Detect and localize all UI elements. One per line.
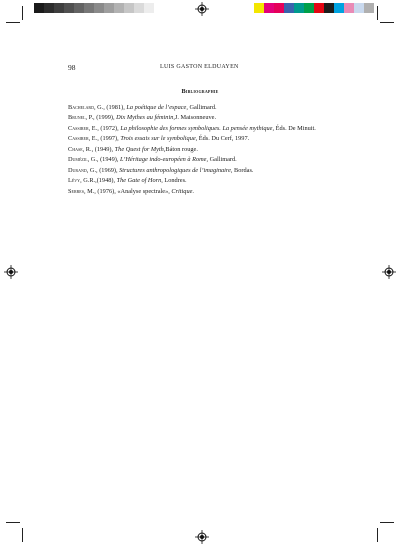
gray-swatch (134, 3, 144, 13)
color-swatch (344, 3, 354, 13)
entry-publisher: , Bordas. (230, 166, 254, 174)
bibliography-entry (68, 176, 338, 185)
registration-mark-top (195, 2, 209, 16)
entry-title: Structures anthropologiques de l’imaginaire (119, 166, 231, 174)
entry-date: (1999), (94, 114, 117, 122)
bibliography-entry (68, 134, 338, 143)
color-swatch (334, 3, 344, 13)
entry-date: (1981), (104, 104, 127, 111)
gray-swatch (74, 3, 84, 13)
entry-date: (1976), «Analyse spectrale», (95, 187, 172, 195)
gray-swatch (54, 3, 64, 13)
gray-swatch (44, 3, 54, 13)
crop-mark (380, 522, 394, 523)
crop-mark (377, 6, 378, 20)
crop-mark (6, 522, 20, 523)
entry-author: Bachelard, G., (68, 104, 105, 111)
bibliography-list (68, 103, 338, 197)
crop-mark (377, 528, 378, 542)
entry-date: (1948), (96, 177, 117, 185)
bibliography-entry (68, 187, 338, 196)
entry-date: (1972), (98, 124, 121, 132)
registration-mark-left (4, 265, 18, 279)
entry-author: Cassirer, E., (68, 135, 99, 143)
color-calibration-bar (254, 3, 374, 13)
crop-mark (22, 528, 23, 542)
color-swatch (304, 3, 314, 13)
crop-mark (22, 6, 23, 20)
entry-publisher: , Gallimard. (206, 156, 237, 164)
color-swatch (314, 3, 324, 13)
gray-swatch (94, 3, 104, 13)
entry-title: The Gate of Horn (116, 177, 162, 185)
entry-date: (1969), (97, 166, 120, 174)
entry-author: Chase, R., (68, 145, 94, 153)
bibliography-entry (68, 113, 338, 122)
entry-author: Dumézil, G., (68, 156, 99, 164)
crop-mark (380, 22, 394, 23)
entry-author: Lévy, G.R., (68, 177, 97, 185)
running-head: LUIS GASTON ELDUAYEN (160, 64, 239, 70)
bibliography-entry (68, 103, 338, 112)
entry-title: The Quest for Myth (114, 145, 164, 153)
color-swatch (254, 3, 264, 13)
color-swatch (354, 3, 364, 13)
gray-swatch (124, 3, 134, 13)
registration-mark-right (382, 265, 396, 279)
entry-title: Critique (171, 187, 193, 195)
entry-publisher: , Éds. De Minuit. (272, 124, 316, 132)
entry-author: Cassirer, E., (68, 124, 99, 132)
entry-publisher: ,J. Maisonneuve. (173, 114, 217, 122)
color-swatch (324, 3, 334, 13)
entry-publisher: ,Báton rouge. (163, 145, 198, 153)
bibliography-entry (68, 166, 338, 175)
entry-date: (1997), (98, 135, 121, 143)
page-number: 98 (68, 63, 76, 72)
color-swatch (364, 3, 374, 13)
bibliography-entry (68, 124, 338, 133)
entry-title: La poétique de l’espace (126, 104, 187, 111)
entry-publisher: , Éds. Du Cerf, 1997. (195, 135, 250, 143)
entry-author: Brunel, P., (68, 114, 95, 122)
entry-author: Durand, G., (68, 166, 98, 174)
gray-swatch (64, 3, 74, 13)
gray-swatch (104, 3, 114, 13)
bibliography-title: Bibliographie (181, 88, 219, 95)
bibliography-entry (68, 145, 338, 154)
registration-mark-bottom (195, 530, 209, 544)
color-swatch (284, 3, 294, 13)
crop-mark (6, 22, 20, 23)
gray-swatch (84, 3, 94, 13)
entry-date: (1949), (98, 156, 121, 164)
entry-publisher: , Gallimard. (186, 104, 217, 111)
gray-calibration-bar (34, 3, 154, 13)
entry-publisher: . (192, 187, 194, 195)
color-swatch (264, 3, 274, 13)
color-swatch (274, 3, 284, 13)
entry-title: Trois essais sur le symbolique (120, 135, 196, 143)
entry-author: Serres, M., (68, 187, 96, 195)
gray-swatch (144, 3, 154, 13)
entry-title: Dix Mythes au féminin (116, 114, 174, 122)
entry-title: L’Héritage indo-européen à Rome (120, 156, 207, 164)
entry-date: (1949), (93, 145, 115, 153)
entry-publisher: , Londres. (161, 177, 187, 185)
gray-swatch (34, 3, 44, 13)
bibliography-entry (68, 155, 338, 164)
gray-swatch (114, 3, 124, 13)
entry-title: La philosophie des formes symboliques. La pensée mythique (120, 124, 273, 132)
color-swatch (294, 3, 304, 13)
